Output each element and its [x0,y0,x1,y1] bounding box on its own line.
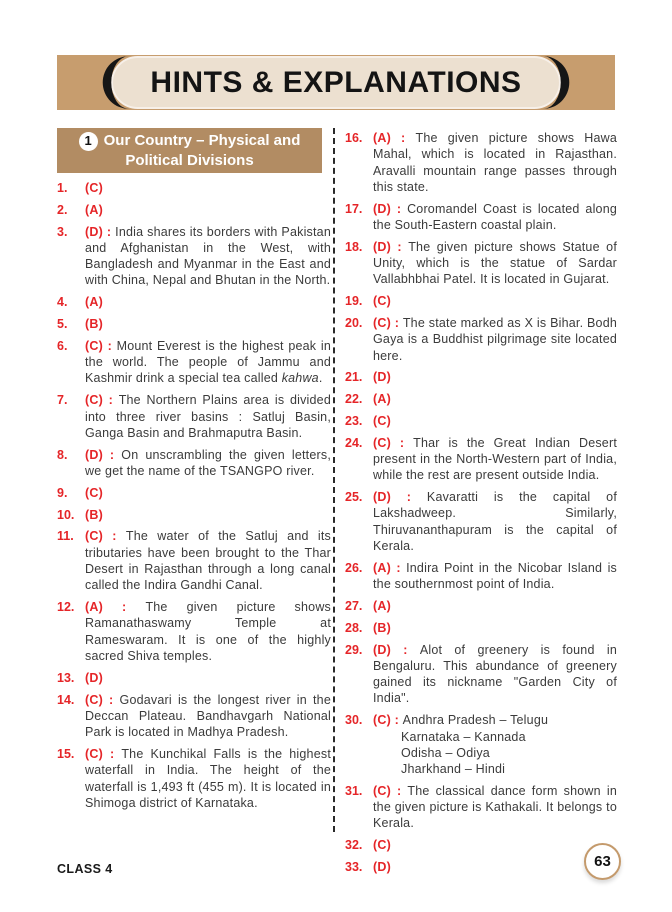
answer-colon: : [102,692,120,707]
answer-colon: : [390,131,416,145]
explanation-subline: Jharkhand – Hindi [401,762,506,777]
answer-item [57,392,331,441]
answer-letter: (C) [85,393,103,408]
answer-letter: (A) [373,560,391,575]
answer-body [373,620,617,636]
answer-letter: (A) [85,295,103,310]
answer-letter: (C) [85,692,103,707]
question-number: 12. [57,600,75,615]
answer-item [345,369,617,385]
answer-colon: : [102,600,146,615]
answer-body [373,435,617,484]
answer-item [345,201,617,234]
answer-letter: (A) [373,131,391,145]
answer-letter: (D) [85,670,103,685]
answer-letter: (D) [373,642,391,657]
explanation-text: The Kunchikal Falls is the highest waterfall in India. The height of the waterfall is 1,493 ft (455 m). It is located in Shimoga district of Karnataka. [85,746,331,810]
answer-item [57,338,331,387]
question-number: 25. [345,490,363,505]
question-number: 16. [345,131,363,145]
explanation-italic-term: kahwa [281,371,319,386]
answer-item [345,315,617,364]
question-number: 32. [345,838,363,853]
explanation-subline: Odisha – Odiya [401,745,490,760]
explanation-text: On unscrambling the given letters, we get the name of the TSANGPO river. [85,447,331,478]
answer-body [85,392,331,441]
answer-colon: : [390,642,420,657]
answer-item [345,560,617,593]
explanation-text: The water of the Satluj and its tributaries have been brought to the Thar Desert in Rajasthan through a long canal called the Indira Gandhi Canal. [85,529,331,593]
answer-item [345,712,617,777]
question-number: 31. [345,783,363,798]
question-number: 15. [57,746,75,761]
question-number: 19. [345,294,363,309]
answer-item [57,202,331,218]
answer-item [57,224,331,289]
chapter-title-line2: Political Divisions [125,152,254,169]
question-number: 7. [57,393,68,408]
answer-body [85,485,331,501]
explanation-text: The given picture shows Hawa Mahal, which is located in Rajasthan. Aravalli mountain range passes through this state. [373,131,617,194]
answer-item [345,837,617,853]
answer-letter: (C) [373,838,391,853]
answer-body [373,130,617,195]
answer-body [373,293,617,309]
answer-body [373,783,617,832]
question-number: 11. [57,529,74,544]
answer-item [57,692,331,741]
header-pill [113,58,559,107]
answer-body [373,598,617,614]
answer-letter: (C) [373,435,391,450]
answer-letter: (B) [373,620,391,635]
answer-item [57,528,331,593]
answer-body [373,369,617,385]
explanation-text: The given picture shows Statue of Unity, which is the statue of Sardar Vallabhbhai Patel. It is located in Gujarat. [373,239,617,287]
explanation-text: Alot of greenery is found in Bengaluru. This abundance of greenery gained its nickname "Garden City of India". [373,642,617,706]
answers-column-left [57,180,331,817]
question-number: 27. [345,598,363,613]
answer-colon: : [102,224,116,239]
answer-body [85,447,331,480]
answer-letter: (A) [85,600,103,615]
question-number: 33. [345,860,363,875]
answer-letter: (B) [85,317,103,332]
answer-item [345,620,617,636]
answer-colon: : [390,560,407,575]
page-number: 63 [594,853,611,870]
explanation-text: Kavaratti is the capital of Lakshadweep. Similarly, Thiruvananthapuram is the capital of Kerala. [373,490,617,554]
answer-letter: (A) [85,202,103,217]
answer-colon: : [390,315,403,330]
answer-body [85,316,331,332]
answer-item [345,783,617,832]
explanation-text-tail: . [318,371,323,386]
answer-letter: (D) [373,201,391,216]
explanation-text: Coromandel Coast is located along the South-Eastern coastal plain. [373,201,617,232]
answer-letter: (A) [373,598,391,613]
answer-item [345,293,617,309]
answer-colon: : [102,746,122,761]
question-number: 6. [57,338,68,353]
answer-item [57,746,331,811]
question-number: 5. [57,317,68,332]
answers-column-right [345,130,617,881]
answer-body [373,391,617,407]
explanation-text: The classical dance form shown in the given picture is Kathakali. It belongs to Kerala. [373,783,617,831]
explanation-text: Thar is the Great Indian Desert present in the North-Western part of India, while the rest are present outside India. [373,435,617,483]
answer-item [345,413,617,429]
answer-item [345,489,617,554]
answer-body [85,599,331,664]
question-number: 4. [57,295,68,310]
answer-body [373,413,617,429]
answer-letter: (D) [373,490,391,505]
answer-body [373,315,617,364]
question-number: 28. [345,620,363,635]
answer-body [85,338,331,387]
answer-letter: (C) [373,315,391,330]
answer-letter: (C) [85,746,103,761]
question-number: 24. [345,435,363,450]
explanation-text: Indira Point in the Nicobar Island is the southernmost point of India. [373,560,617,592]
answer-body [85,507,331,523]
question-number: 10. [57,507,75,522]
answer-letter: (C) [85,181,103,195]
answer-body [373,489,617,554]
question-number: 29. [345,642,363,657]
answer-item [57,599,331,664]
question-number: 21. [345,370,363,385]
question-number: 1. [57,181,68,195]
answer-item [345,391,617,407]
question-number: 22. [345,392,363,407]
answer-item [345,859,617,875]
question-number: 17. [345,201,363,216]
answer-letter: (C) [85,485,103,500]
answer-letter: (D) [373,370,391,385]
answer-body [85,224,331,289]
answer-body [373,859,617,875]
right-crescent-icon [540,53,574,112]
question-number: 20. [345,315,363,330]
answer-item [57,447,331,480]
answer-letter: (A) [373,392,391,407]
question-number: 30. [345,713,363,728]
explanation-text: The state marked as X is Bihar. Bodh Gaya is a Buddhist pilgrimage site located here. [373,315,617,363]
answer-letter: (D) [85,224,103,239]
answer-letter: (D) [373,239,391,254]
answer-body [85,670,331,686]
answer-colon: : [390,713,403,728]
chapter-heading-line1 [57,131,322,151]
answer-colon: : [390,783,408,798]
answer-colon: : [102,338,117,353]
answer-colon: : [390,201,408,216]
answer-body [373,560,617,593]
answer-item [57,485,331,501]
answer-colon: : [102,447,122,462]
explanation-text: Mount Everest is the highest peak in the world. The people of Jammu and Kashmir drink a special tea called [85,338,331,386]
answer-item [57,316,331,332]
answer-body [373,201,617,234]
answer-item [345,598,617,614]
answer-body [373,642,617,707]
answer-colon: : [390,239,409,254]
answer-item [345,642,617,707]
answer-letter: (C) [373,294,391,309]
question-number: 18. [345,239,363,254]
answer-body [373,712,617,777]
answer-item [57,670,331,686]
answer-letter: (D) [85,447,103,462]
answer-colon: : [390,490,427,505]
answer-body [85,746,331,811]
question-number: 8. [57,447,68,462]
left-crescent-icon [98,53,132,112]
answer-body [85,692,331,741]
answer-item [345,435,617,484]
chapter-number-badge: 1 [79,132,98,151]
question-number: 13. [57,670,75,685]
page-number-badge [584,843,621,880]
answer-letter: (B) [85,507,103,522]
answer-body [85,294,331,310]
answer-letter: (C) [373,413,391,428]
answer-body [85,202,331,218]
chapter-heading [57,128,322,173]
answer-body [373,837,617,853]
explanation-subline: Karnataka – Kannada [401,729,526,744]
question-number: 14. [57,692,75,707]
chapter-title-line1: Our Country – Physical and [103,132,301,149]
answer-body [85,528,331,593]
explanation-text: The Northern Plains area is divided into three river basins : Satluj Basin, Ganga Basin and Brahmaputra Basin. [85,393,331,440]
answer-letter: (C) [373,783,391,798]
answer-letter: (D) [373,860,391,875]
header-banner [57,55,615,110]
answer-letter: (C) [373,713,391,728]
answer-item [345,239,617,288]
answer-letter: (C) [85,529,103,544]
question-number: 9. [57,485,68,500]
question-number: 23. [345,413,363,428]
explanation-text: India shares its borders with Pakistan and Afghanistan in the West, with Bangladesh and Myanmar in the East and with China, Nepal and Bhutan in the North. [85,224,331,288]
explanation-text: The given picture shows Ramanathaswamy Temple at Rameswaram. It is one of the highly sacred Shiva temples. [85,600,331,663]
column-divider [333,128,335,832]
explanation-text: Godavari is the longest river in the Deccan Plateau. Bandhavgarh National Park is located in Madhya Pradesh. [85,692,331,740]
answer-body [85,180,331,196]
class-label: CLASS 4 [57,862,113,876]
answer-body [373,239,617,288]
answer-colon: : [102,393,119,408]
question-number: 2. [57,202,68,217]
question-number: 26. [345,560,363,575]
page-title: HINTS & EXPLANATIONS [150,65,522,99]
answer-item [57,294,331,310]
answer-letter: (C) [85,338,103,353]
answer-item [57,180,331,196]
answer-colon: : [390,435,414,450]
question-number: 3. [57,224,68,239]
answer-item [57,507,331,523]
answer-item [345,130,617,195]
explanation-text: Andhra Pradesh – Telugu [402,713,549,728]
answer-colon: : [102,529,126,544]
